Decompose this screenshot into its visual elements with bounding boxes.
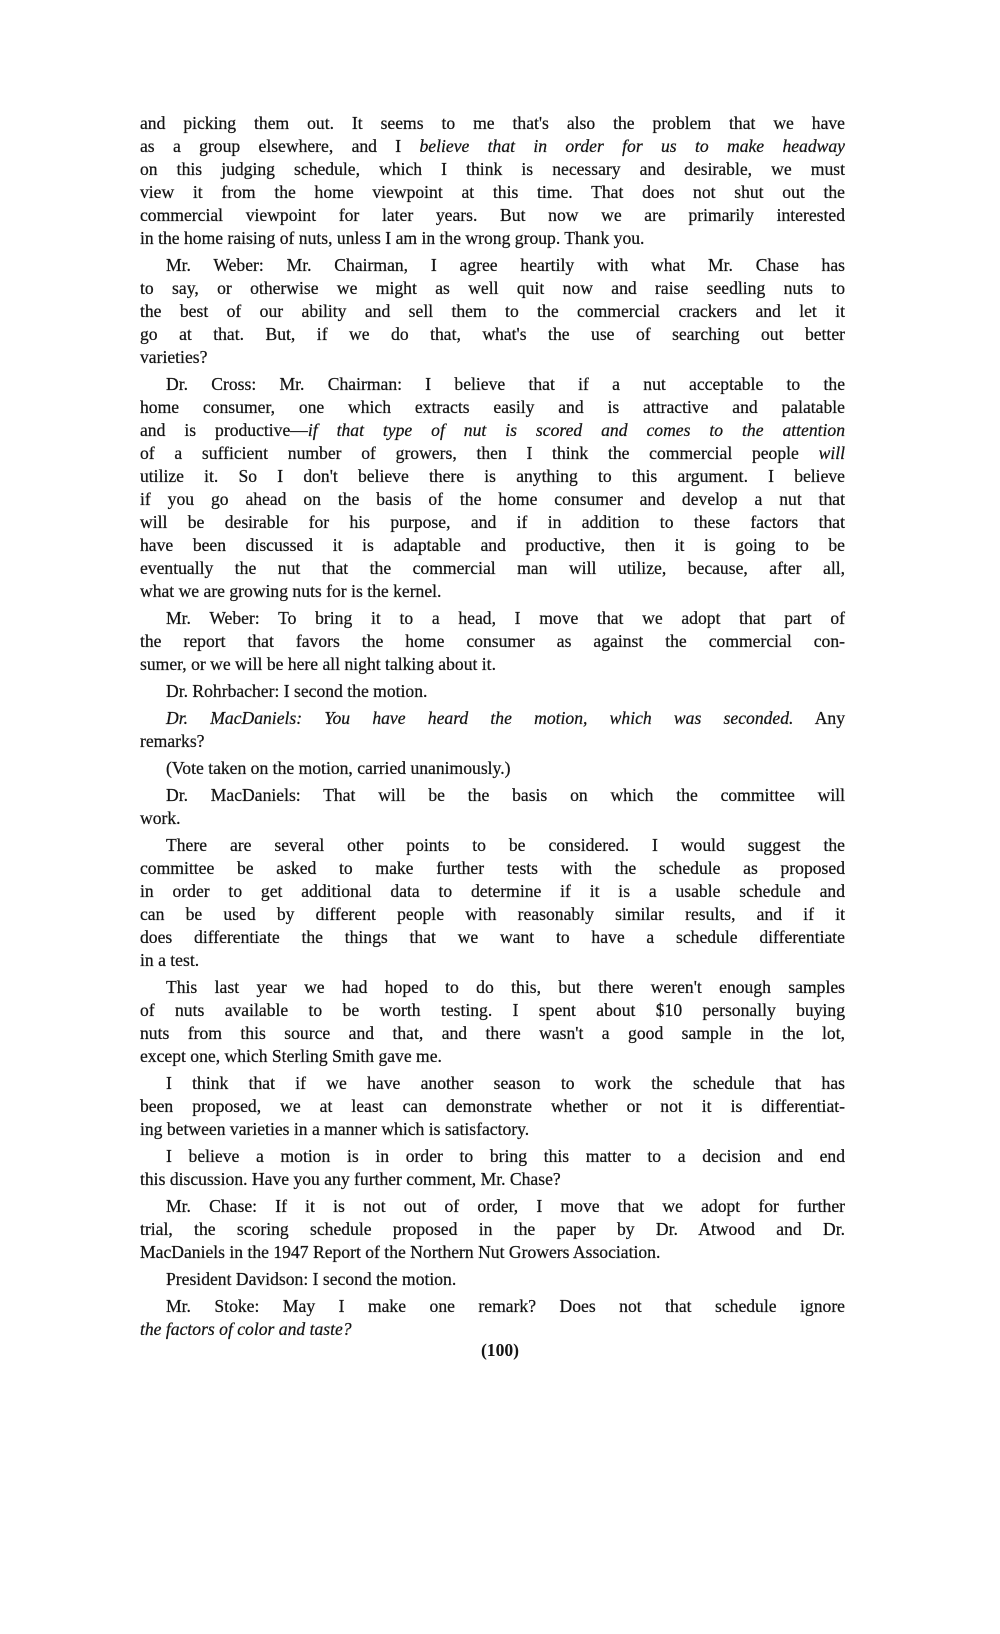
text-segment: as a group elsewhere, and I: [140, 136, 420, 156]
text-line: on this judging schedule, which I think is necessary and desirable, we must: [140, 159, 845, 179]
text-line: view it from the home viewpoint at this time. That does not shut out the: [140, 182, 845, 202]
paragraph: [140, 254, 845, 369]
text-line: and picking them out. It seems to me that's also the problem that we have: [140, 113, 845, 133]
text-segment: of a sufficient number of growers, then I think the commercial people: [140, 443, 819, 463]
text-line: in the home raising of nuts, unless I am in the wrong group. Thank you.: [140, 228, 645, 248]
text-segment: Any: [793, 708, 845, 728]
paragraph: [140, 707, 845, 753]
text-line: committee be asked to make further tests with the schedule as proposed: [140, 858, 845, 878]
text-line: of nuts available to be worth testing. I spent about $10 personally buying: [140, 1000, 845, 1020]
italic-text: Dr. MacDaniels: You have heard the motion, which was seconded.: [166, 708, 794, 728]
text-line: what we are growing nuts for is the kernel.: [140, 581, 442, 601]
italic-text: believe that in order for us to make headway: [419, 136, 845, 156]
text-line: [140, 442, 845, 465]
italic-text: if that type of nut is scored and comes to the attention: [307, 420, 846, 440]
text-line: this discussion. Have you any further comment, Mr. Chase?: [140, 1169, 561, 1189]
text-line: Dr. Rohrbacher: I second the motion.: [166, 681, 428, 701]
paragraph: [140, 834, 845, 972]
text-line: except one, which Sterling Smith gave me.: [140, 1046, 442, 1066]
paragraph: [140, 1268, 845, 1291]
text-segment: and is productive—: [140, 420, 308, 440]
text-line: [140, 707, 845, 730]
text-line: nuts from this source and that, and there wasn't a good sample in the lot,: [140, 1023, 845, 1043]
text-line: eventually the nut that the commercial man will utilize, because, after all,: [140, 558, 845, 578]
paragraph: [140, 1145, 845, 1191]
text-line: go at that. But, if we do that, what's the use of searching out better: [140, 324, 845, 344]
text-line: This last year we had hoped to do this, but there weren't enough samples: [166, 977, 845, 997]
text-line: can be used by different people with reasonably similar results, and if it: [140, 904, 845, 924]
paragraph: [140, 757, 845, 780]
text-line: in order to get additional data to determine if it is a usable schedule and: [140, 881, 845, 901]
text-line: Dr. Cross: Mr. Chairman: I believe that if a nut acceptable to the: [166, 374, 845, 394]
text-line: MacDaniels in the 1947 Report of the Northern Nut Growers Association.: [140, 1242, 661, 1262]
paragraph: [140, 1072, 845, 1141]
text-line: work.: [140, 808, 181, 828]
text-line: varieties?: [140, 347, 208, 367]
text-line: Mr. Chase: If it is not out of order, I move that we adopt for further: [166, 1196, 845, 1216]
text-line: have been discussed it is adaptable and productive, then it is going to be: [140, 535, 845, 555]
paragraph: [140, 976, 845, 1068]
text-line: if you go ahead on the basis of the home consumer and develop a nut that: [140, 489, 845, 509]
text-line: President Davidson: I second the motion.: [166, 1269, 457, 1289]
text-line: been proposed, we at least can demonstrate whether or not it is differentiat-: [140, 1096, 845, 1116]
document-body: [140, 112, 845, 1345]
text-line: utilize it. So I don't believe there is anything to this argument. I believe: [140, 466, 845, 486]
text-line: ing between varieties in a manner which is satisfactory.: [140, 1119, 530, 1139]
text-line: sumer, or we will be here all night talking about it.: [140, 654, 496, 674]
text-line: Mr. Weber: Mr. Chairman, I agree heartily with what Mr. Chase has: [166, 255, 845, 275]
text-line: There are several other points to be considered. I would suggest the: [166, 835, 845, 855]
paragraph: [140, 784, 845, 830]
text-line: does differentiate the things that we want to have a schedule differentiate: [140, 927, 845, 947]
text-line: Dr. MacDaniels: That will be the basis on which the committee will: [166, 785, 845, 805]
text-line: the report that favors the home consumer as against the commercial con-: [140, 631, 845, 651]
text-line: in a test.: [140, 950, 200, 970]
paragraph: [140, 1295, 845, 1341]
text-line: Mr. Weber: To bring it to a head, I move that we adopt that part of: [166, 608, 845, 628]
text-line: Mr. Stoke: May I make one remark? Does not that schedule ignore: [166, 1296, 845, 1316]
text-line: [140, 135, 845, 158]
text-line: will be desirable for his purpose, and if in addition to these factors that: [140, 512, 845, 532]
italic-text: the factors of color and taste?: [140, 1319, 352, 1339]
paragraph: [140, 607, 845, 676]
text-line: [140, 419, 845, 442]
text-line: trial, the scoring schedule proposed in the paper by Dr. Atwood and Dr.: [140, 1219, 845, 1239]
text-line: I believe a motion is in order to bring this matter to a decision and end: [166, 1146, 845, 1166]
paragraph: [140, 1195, 845, 1264]
text-line: I think that if we have another season to work the schedule that has: [166, 1073, 845, 1093]
text-line: (Vote taken on the motion, carried unanimously.): [166, 758, 511, 778]
text-line: the best of our ability and sell them to the commercial crackers and let it: [140, 301, 845, 321]
text-line: to say, or otherwise we might as well quit now and raise seedling nuts to: [140, 278, 845, 298]
page-number: (100): [480, 1340, 520, 1360]
text-line: commercial viewpoint for later years. But now we are primarily interested: [140, 205, 845, 225]
paragraph: [140, 373, 845, 603]
paragraph: [140, 680, 845, 703]
paragraph: [140, 112, 845, 250]
text-line: home consumer, one which extracts easily and is attractive and palatable: [140, 397, 845, 417]
text-line: [140, 1318, 845, 1341]
italic-text: will: [818, 443, 845, 463]
text-line: remarks?: [140, 731, 205, 751]
